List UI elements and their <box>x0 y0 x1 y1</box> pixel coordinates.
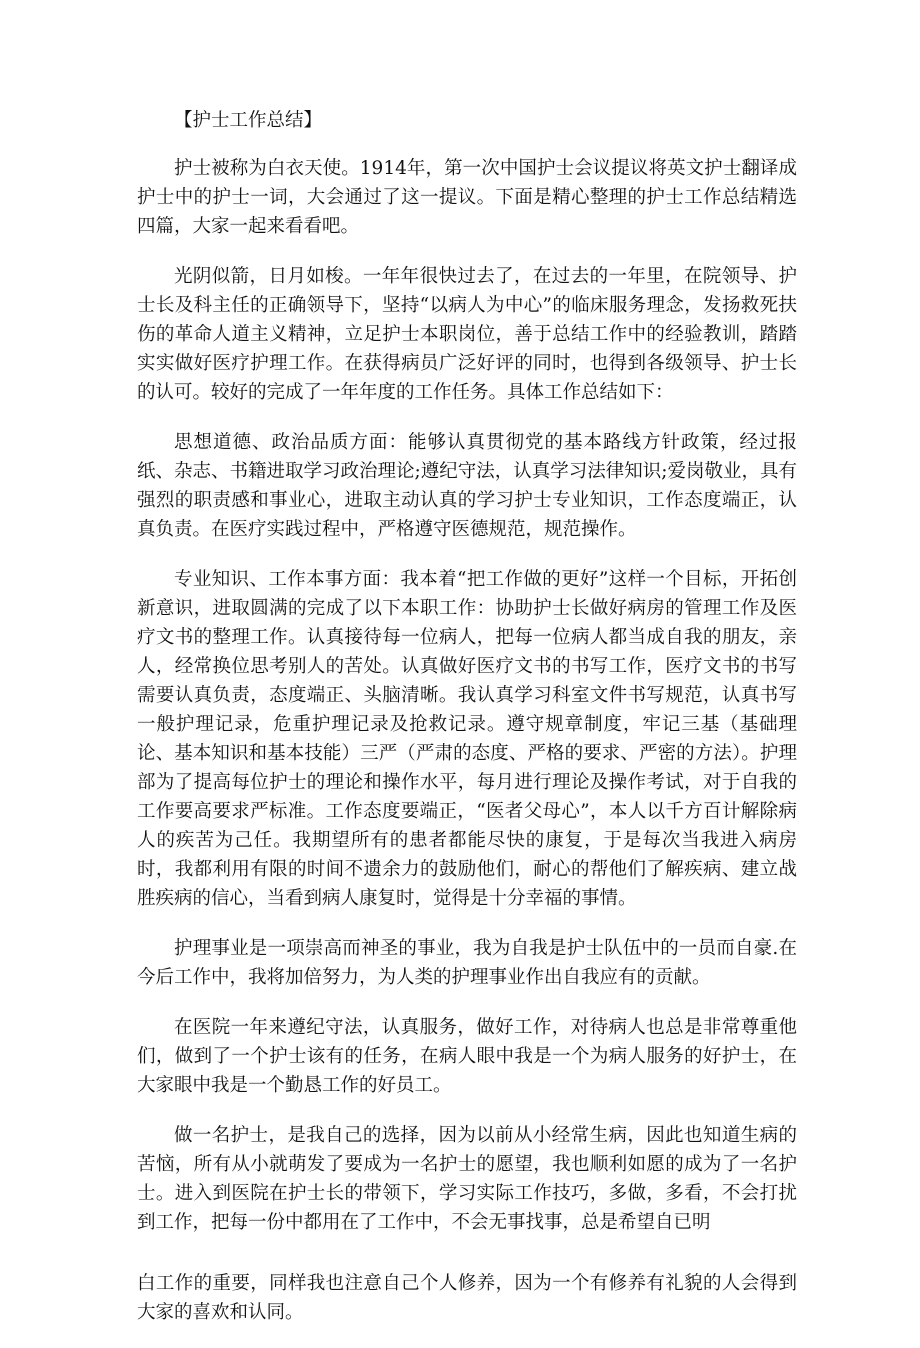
paragraph-overview: 光阴似箭，日月如梭。一年年很快过去了，在过去的一年里，在院领导、护士长及科主任的正确领导下，坚持“以病人为中心”的临床服务理念，发扬救死扶伤的革命人道主义精神，立足护士本职岗位，善于总结工作中的经验教训，踏踏实实做好医疗护理工作。在获得病员广泛好评的同时，也得到各级领导、护士长的认可。较好的完成了一年年度的工作任务。具体工作总结如下： <box>137 266 797 403</box>
paragraph-continuation: 白工作的重要，同样我也注意自己个人修养，因为一个有修养有礼貌的人会得到大家的喜欢和认同。 <box>137 1273 797 1323</box>
paragraph-discipline: 在医院一年来遵纪守法，认真服务，做好工作，对待病人也总是非常尊重他们，做到了一个护士该有的任务，在病人眼中我是一个为病人服务的好护士，在大家眼中我是一个勤恳工作的好员工。 <box>137 1017 797 1096</box>
paragraph-choice: 做一名护士，是我自己的选择，因为以前从小经常生病，因此也知道生病的苦恼，所有从小就萌发了要成为一名护士的愿望，我也顺利如愿的成为了一名护士。进入到医院在护士长的带领下，学习实际工作技巧，多做，多看，不会打扰到工作，把每一份中都用在了工作中，不会无事找事，总是希望自已明 <box>137 1125 797 1233</box>
paragraph-professional-skills: 专业知识、工作本事方面：我本着“把工作做的更好”这样一个目标，开拓创新意识，进取圆满的完成了以下本职工作：协助护士长做好病房的管理工作及医疗文书的整理工作。认真接待每一位病人，把每一位病人都当成自我的朋友，亲人，经常换位思考别人的苦处。认真做好医疗文书的书写工作，医疗文书的书写需要认真负责，态度端正、头脑清晰。我认真学习科室文件书写规范，认真书写一般护理记录，危重护理记录及抢救记录。遵守规章制度，牢记三基（基础理论、基本知识和基本技能）三严（严肃的态度、严格的要求、严密的方法）。护理部为了提高每位护士的理论和操作水平，每月进行理论及操作考试，对于自我的工作要高要求严标准。工作态度要端正，“医者父母心”，本人以千方百计解除病人的疾苦为己任。我期望所有的患者都能尽快的康复，于是每次当我进入病房时，我都利用有限的时间不遗余力的鼓励他们，耐心的帮他们了解疾病、建立战胜疾病的信心，当看到病人康复时，觉得是十分幸福的事情。 <box>137 569 797 909</box>
paragraph-career: 护理事业是一项崇高而神圣的事业，我为自我是护士队伍中的一员而自豪.在今后工作中，我将加倍努力，为人类的护理事业作出自我应有的贡献。 <box>137 938 797 988</box>
paragraph-intro: 护士被称为白衣天使。1914年，第一次中国护士会议提议将英文护士翻译成护士中的护士一词，大会通过了这一提议。下面是精心整理的护士工作总结精选四篇，大家一起来看看吧。 <box>137 158 797 237</box>
document-title: 【护士工作总结】 <box>174 110 323 131</box>
document-body <box>137 106 797 1348</box>
paragraph-ideology: 思想道德、政治品质方面：能够认真贯彻党的基本路线方针政策，经过报纸、杂志、书籍进取学习政治理论;遵纪守法，认真学习法律知识;爱岗敬业，具有强烈的职责感和事业心，进取主动认真的学习护士专业知识，工作态度端正，认真负责。在医疗实践过程中，严格遵守医德规范，规范操作。 <box>137 432 797 540</box>
